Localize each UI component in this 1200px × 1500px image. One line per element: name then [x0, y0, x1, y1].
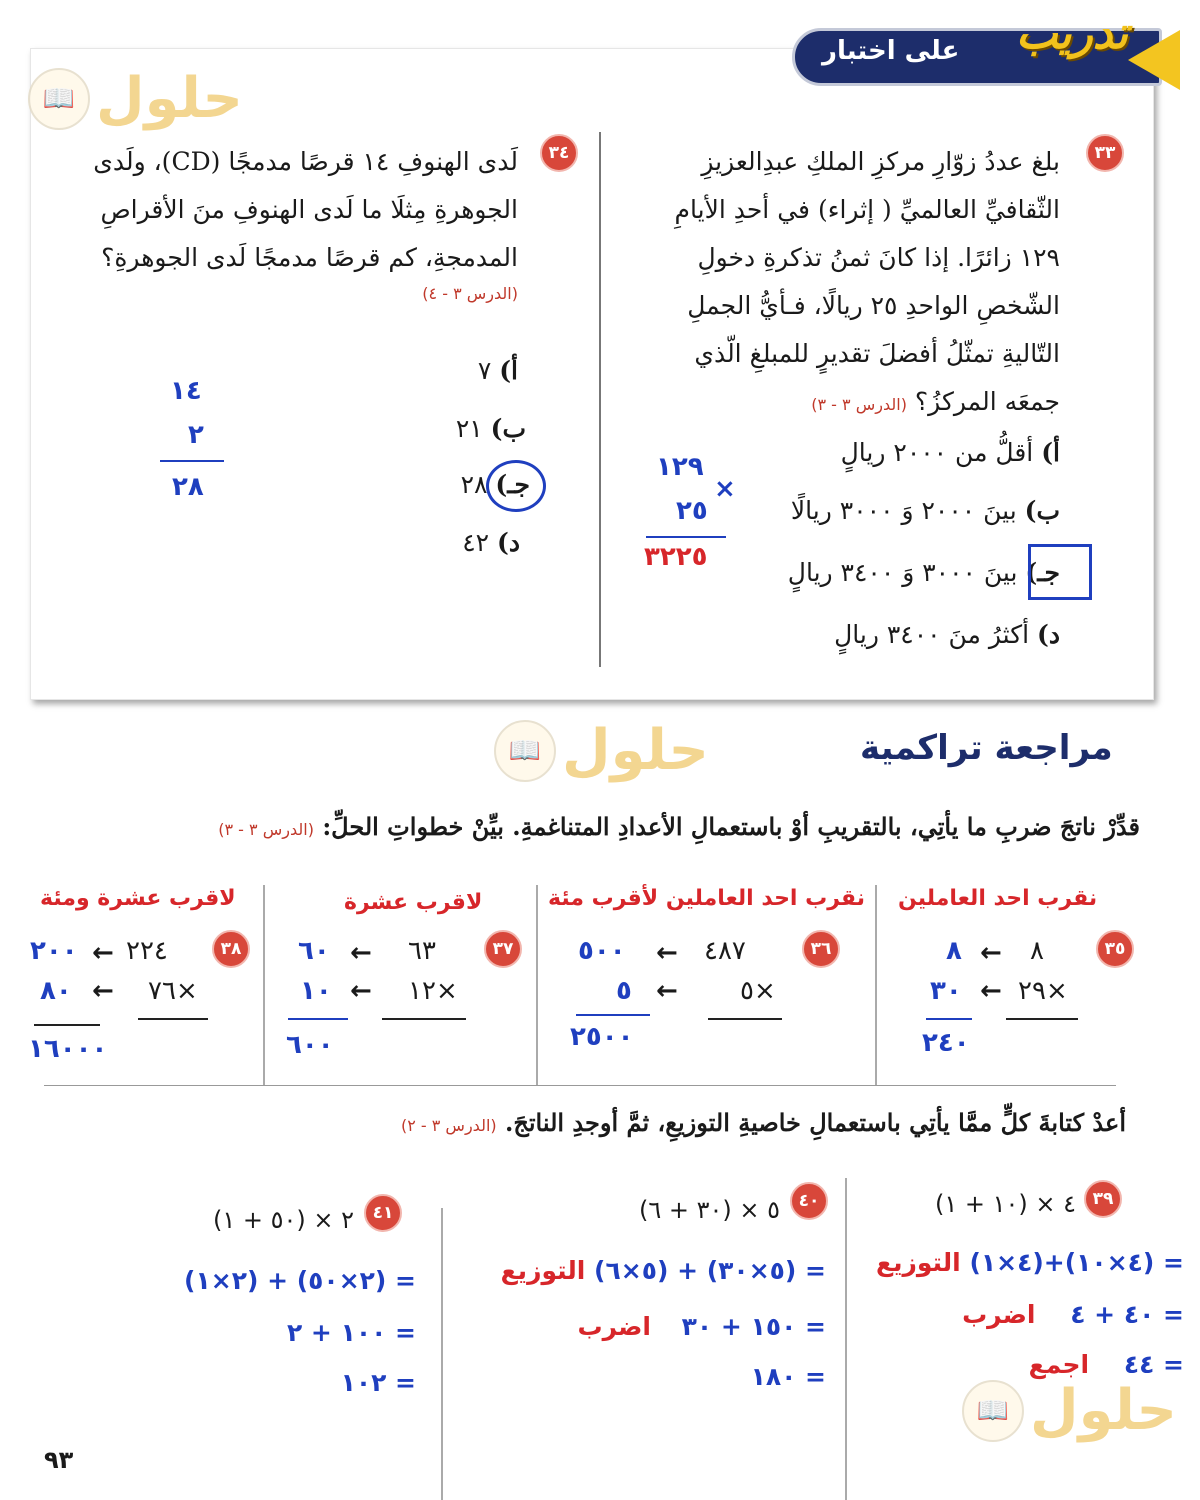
q33-option-d[interactable]: د) أكثرُ منَ ٣٤٠٠ ريالٍ [834, 620, 1060, 649]
answer-box-q33 [1028, 544, 1092, 600]
q34-work-a: ١٤ [170, 376, 202, 406]
col36-a-rounded: ٥٠٠ [578, 936, 626, 966]
col37-a-rounded: ٦٠ [298, 936, 330, 966]
q33-option-c[interactable]: جـ) بينَ ٣٠٠٠ وَ ٣٤٠٠ ريالٍ [787, 558, 1060, 587]
col38-heading: لاقرب عشرة ومئة [40, 886, 236, 911]
question-number-36: ٣٦ [802, 930, 840, 968]
col37-a: ٦٣ [408, 936, 436, 966]
col35-result: ٢٤٠ [922, 1028, 970, 1058]
arrow-icon: ← [980, 938, 1002, 968]
question-33-text: بلغ عددُ زوّارِ مركزِ الملكِ عبدِالعزيزِ الثّقافيِّ العالميِّ ( إثراء) في أحدِ الأيامِ ١٢٩ زائرًا. إذا كانَ ثمنُ تذكرةِ دخولِ الشّخصِ الواحدِ ٢٥ ريالًا، فـأيُّ الجملِ التّاليةِ تمثّلُ أفضلَ تقديرٍ للمبلغِ الّذي جمعَه المركزُ؟ (الدرس ٣ - ٣) [674, 147, 1060, 416]
q39-step-3: = ٤٤ اجمع [1028, 1350, 1184, 1379]
underline [708, 1018, 782, 1020]
q33-work-op: × [714, 474, 736, 504]
underline [138, 1018, 208, 1020]
page-number: ٩٣ [44, 1446, 74, 1474]
q34-option-b[interactable]: ب) ٢١ [455, 414, 526, 443]
column-divider [599, 132, 601, 667]
col36-b: ٥× [740, 976, 776, 1006]
col35-b: ٢٩× [1018, 976, 1068, 1006]
q40-step-3: = ١٨٠ [750, 1362, 826, 1391]
q33-work-a: ١٢٩ [656, 452, 704, 482]
q34-work-result: ٢٨ [172, 472, 204, 502]
q33-work-b: ٢٥ [676, 496, 708, 526]
arrow-icon: ← [656, 976, 678, 1006]
q41-step-1: = (٢×٥٠) + (٢×١) [184, 1266, 416, 1295]
col36-b-rounded: ٥ [616, 976, 632, 1006]
q33-work-line [646, 536, 726, 538]
question-number-37: ٣٧ [484, 930, 522, 968]
col35-b-rounded: ٣٠ [930, 976, 962, 1006]
q39-step-1: = (٤×١٠)+(٤×١) التوزيع [876, 1248, 1184, 1277]
column-divider [441, 1208, 443, 1500]
banner-arrow-icon [1128, 30, 1180, 90]
q40-step-2: = ١٥٠ + ٣٠ اضرب [577, 1312, 826, 1341]
book-icon: 📖 [494, 720, 556, 782]
column-divider [263, 885, 265, 1085]
col38-a-rounded: ٢٠٠ [30, 936, 78, 966]
col35-a-rounded: ٨ [946, 936, 962, 966]
q40-step-1: = (٥×٣٠) + (٥×٦) التوزيع [500, 1256, 826, 1285]
q40-expression: ٥ × (٣٠ + ٦) [638, 1196, 780, 1224]
underline [34, 1024, 100, 1026]
question-number-33: ٣٣ [1086, 134, 1124, 172]
underline [288, 1018, 348, 1020]
col38-result: ١٦٠٠٠ [28, 1034, 108, 1064]
arrow-icon: ← [92, 938, 114, 968]
q41-step-3: = ١٠٢ [340, 1368, 416, 1397]
column-divider [536, 885, 538, 1085]
q34-option-a[interactable]: أ) ٧ [477, 356, 518, 385]
q39-step-2: = ٤٠ + ٤ اضرب [962, 1300, 1184, 1329]
q34-option-c[interactable]: جـ) ٢٨ [460, 470, 530, 499]
question-number-39: ٣٩ [1084, 1180, 1122, 1218]
col38-b: ٧٦× [148, 976, 198, 1006]
q33-option-b[interactable]: ب) بينَ ٢٠٠٠ وَ ٣٠٠٠ ريالًا [790, 496, 1060, 525]
banner-script-title: تدريب [1016, 8, 1129, 59]
watermark-logo: 📖 حلول [28, 66, 243, 131]
watermark-logo: 📖 حلول [494, 718, 709, 783]
col35-heading: نقرب احد العاملين [898, 886, 1098, 911]
q33-option-a[interactable]: أ) أقلُّ من ٢٠٠٠ ريالٍ [840, 438, 1060, 467]
question-number-41: ٤١ [364, 1194, 402, 1232]
question-number-35: ٣٥ [1096, 930, 1134, 968]
col36-result: ٢٥٠٠ [570, 1022, 634, 1052]
col38-a: ٢٢٤ [126, 936, 168, 966]
book-icon: 📖 [962, 1380, 1024, 1442]
underline [1006, 1018, 1078, 1020]
banner-title: على اختبار [822, 36, 960, 66]
question-number-38: ٣٨ [212, 930, 250, 968]
question-number-40: ٤٠ [790, 1182, 828, 1220]
q41-step-2: = ١٠٠ + ٢ [286, 1318, 416, 1347]
arrow-icon: ← [980, 976, 1002, 1006]
q34-work-b: ٢ [188, 420, 204, 450]
col35-a: ٨ [1030, 936, 1044, 966]
underline [382, 1018, 466, 1020]
watermark-logo: 📖 حلول [962, 1378, 1177, 1443]
q39-expression: ٤ × (١٠ + ١) [934, 1190, 1076, 1218]
arrow-icon: ← [350, 976, 372, 1006]
book-icon: 📖 [28, 68, 90, 130]
underline [926, 1018, 972, 1020]
q34-option-d[interactable]: د) ٤٢ [462, 528, 520, 557]
review-instruction-2: أعدْ كتابةَ كلٍّ ممَّا يأتِي باستعمالِ خاصيةِ التوزيعِ، ثمَّ أوجدِ الناتجَ. (الدرس ٣ - ٢) [400, 1108, 1126, 1137]
underline [576, 1014, 650, 1016]
col37-heading: لاقرب عشرة [344, 890, 483, 915]
answer-circle-q34 [486, 460, 546, 512]
column-divider [845, 1178, 847, 1500]
q33-work-result: ٣٢٢٥ [644, 542, 708, 572]
arrow-icon: ← [350, 938, 372, 968]
col37-b-rounded: ١٠ [300, 976, 332, 1006]
col36-heading: نقرب احد العاملين لأقرب مئة [548, 886, 866, 911]
question-34-text: لَدى الهنوفِ ١٤ قرصًا مدمجًا (CD)، ولَدى الجوهرةِ مِثلَا ما لَدى الهنوفِ منَ الأقراصِ المدمجةِ، كم قرصًا مدمجًا لَدى الجوهرةِ؟ (الدرس ٣ - ٤) [93, 147, 518, 303]
section-divider [44, 1085, 1116, 1086]
section-title: مراجعة تراكمية [860, 728, 1113, 768]
col37-b: ١٢× [408, 976, 458, 1006]
question-number-34: ٣٤ [540, 134, 578, 172]
column-divider [875, 885, 877, 1085]
col37-result: ٦٠٠ [286, 1030, 334, 1060]
q34-work-line [160, 460, 224, 462]
review-instruction-1: قدِّرْ ناتجَ ضربِ ما يأتِي، بالتقريبِ أوْ باستعمالِ الأعدادِ المتناغمةِ. بيِّنْ خطواتِ الحلِّ: (الدرس ٣ - ٣) [218, 812, 1140, 841]
arrow-icon: ← [656, 938, 678, 968]
q41-expression: ٢ × (٥٠ + ١) [212, 1206, 354, 1234]
col38-b-rounded: ٨٠ [40, 976, 72, 1006]
col36-a: ٤٨٧ [704, 936, 746, 966]
arrow-icon: ← [92, 976, 114, 1006]
